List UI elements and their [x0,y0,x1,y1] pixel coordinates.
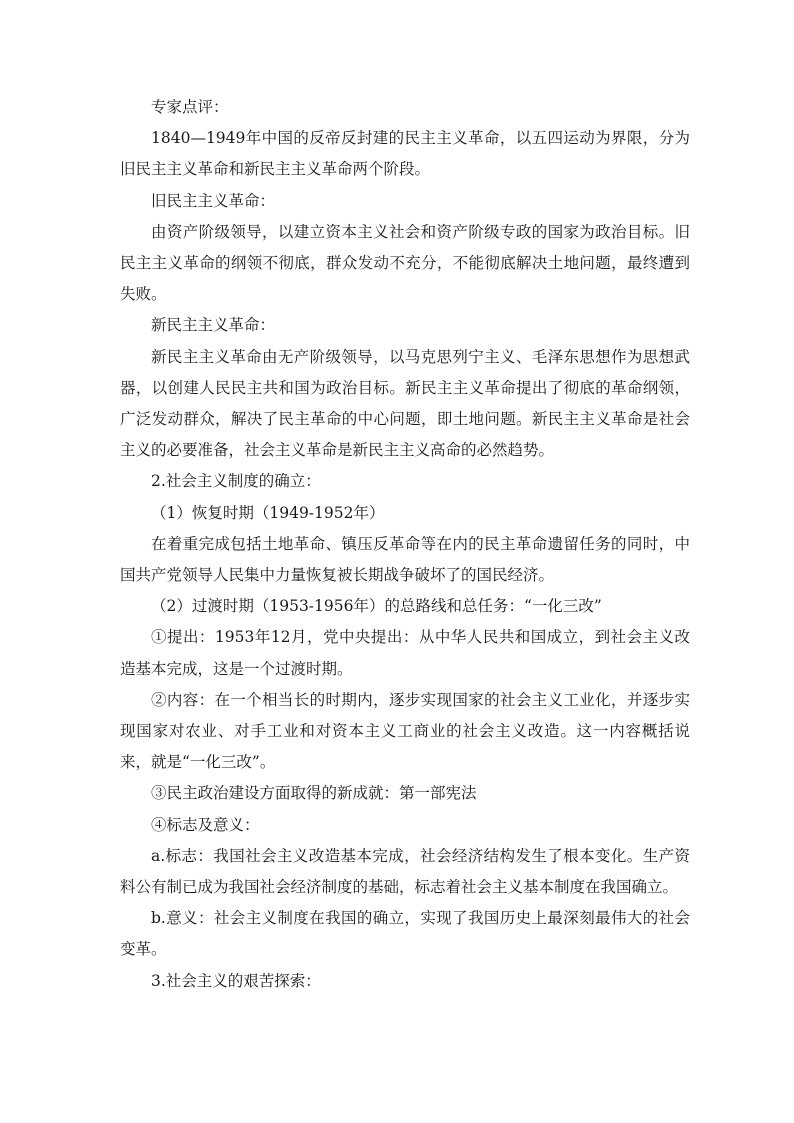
document-body [120,92,690,997]
paragraph-new-democratic-heading: 新民主主义革命： [151,316,276,335]
paragraph-expert-review-heading: 专家点评： [151,98,229,116]
paragraph-transition-period-heading: （2）过渡时期（1953-1956年）的总路线和总任务：“一化三改” [151,597,602,616]
paragraph-section-3-heading: 3.社会主义的艰苦探索： [151,971,321,990]
paragraph-sign-significance-heading: ④标志及意义： [151,815,260,834]
paragraph-recovery-period-body: 在着重完成包括土地革命、镇压反革命等在内的民主革命遗留任务的同时，中国共产党领导人民集中力量恢复被长期战争破坏了的国民经济。 [120,534,690,585]
paragraph-proposal: ①提出：1953年12月，党中央提出：从中华人民共和国成立，到社会主义改造基本完成，这是一个过渡时期。 [120,628,690,678]
paragraph-significance: b.意义：社会主义制度在我国的确立，实现了我国历史上最深刻最伟大的社会变革。 [120,909,690,959]
paragraph-sign: a.标志：我国社会主义改造基本完成，社会经济结构发生了根本变化。生产资料公有制已成为我国社会经济制度的基础，标志着社会主义基本制度在我国确立。 [120,846,690,897]
paragraph-constitution: ③民主政治建设方面取得的新成就：第一部宪法 [151,784,477,803]
paragraph-section-2-heading: 2.社会主义制度的确立： [151,472,321,491]
paragraph-old-democratic-body: 由资产阶级领导，以建立资本主义社会和资产阶级专政的国家为政治目标。旧民主主义革命的纲领不彻底，群众发动不充分，不能彻底解决土地问题，最终遭到失败。 [120,222,690,304]
paragraph-new-democratic-body: 新民主主义革命由无产阶级领导，以马克思列宁主义、毛泽东思想作为思想武器，以创建人民民主共和国为政治目标。新民主主义革命提出了彻底的革命纲领，广泛发动群众，解决了民主革命的中心问题，即土地问题。新民主主义革命是社会主义的必要准备，社会主义革命是新民主主义高命的必然趋势。 [120,347,690,460]
paragraph-revolution-intro: 1840—1949年中国的反帝反封建的民主主义革命，以五四运动为界限，分为旧民主主义革命和新民主主义革命两个阶段。 [120,129,690,179]
paragraph-recovery-period-heading: （1）恢复时期（1949-1952年） [151,503,385,522]
paragraph-old-democratic-heading: 旧民主主义革命： [151,191,276,210]
paragraph-content: ②内容：在一个相当长的时期内，逐步实现国家的社会主义工业化，并逐步实现国家对农业、对手工业和对资本主义工商业的社会主义改造。这一内容概括说来，就是“一化三改”。 [120,690,690,772]
